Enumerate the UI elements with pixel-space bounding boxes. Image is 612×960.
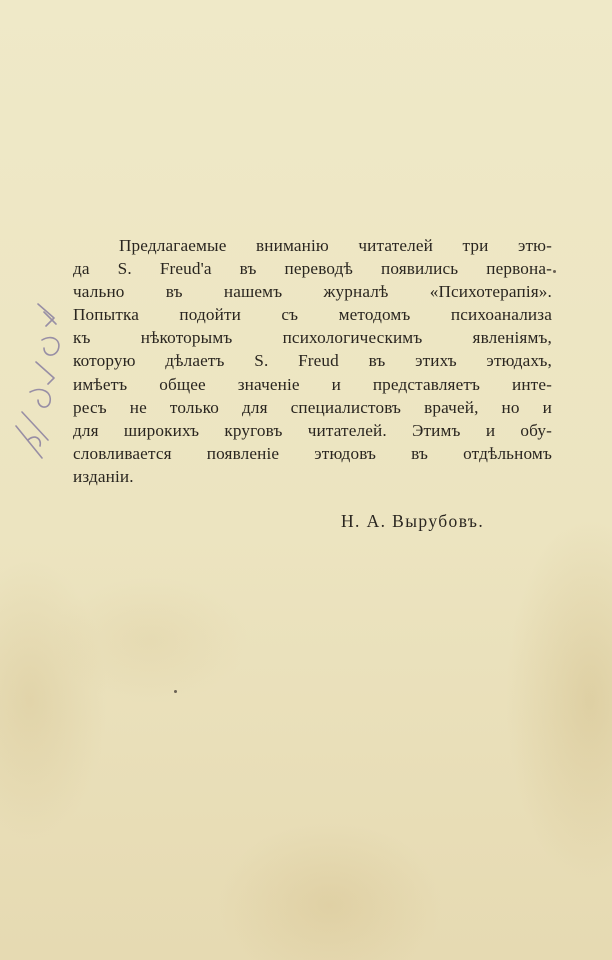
- paragraph-line: ресъ не только для специалистовъ врачей, но и: [73, 397, 552, 417]
- paragraph-line: словливается появленіе этюдовъ въ отдѣльномъ: [73, 443, 552, 463]
- paragraph-line: Предлагаемые вниманію читателей три этю-: [119, 236, 552, 255]
- paper-speck: [553, 270, 556, 273]
- preface-paragraph: [73, 234, 552, 488]
- handwritten-margin-note: [8, 300, 68, 470]
- paragraph-line: чально въ нашемъ журналѣ «Психотерапія».: [73, 282, 552, 302]
- paragraph-line: къ нѣкоторымъ психологическимъ явленіямъ,: [73, 328, 552, 348]
- paragraph-line: которую дѣлаетъ S. Freud въ этихъ этюдахъ,: [73, 351, 552, 371]
- signature: Н. А. Вырубовъ.: [341, 511, 485, 531]
- paragraph-line: изданіи.: [73, 466, 134, 486]
- paragraph-line: имѣетъ общее значеніе и представляетъ инте-: [73, 374, 552, 394]
- paper-speck: [174, 690, 177, 693]
- paragraph-line: Попытка подойти съ методомъ психоанализа: [73, 305, 552, 325]
- paragraph-line: да S. Freud'a въ переводѣ появились первона-: [73, 259, 552, 279]
- paragraph-line: для широкихъ круговъ читателей. Этимъ и обу-: [73, 420, 552, 440]
